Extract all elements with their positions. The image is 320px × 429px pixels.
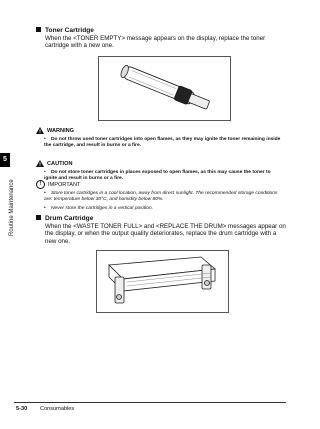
toner-cartridge-illustration — [99, 57, 230, 120]
drum-description: When the <WASTE TONER FULL> and <REPLACE THE DRUM> messages appear on the display, or when the output quality deteriorates, replace the drum cartridge with a new one. — [45, 222, 286, 245]
caution-item: • Do not store toner cartridges in places exposed to open flames, as this may cause the toner to ignite and result in burns or a fire. — [44, 170, 271, 181]
warning-item: • Do not throw used toner cartridges into open flames, as they may ignite the toner remaining inside the cartridge, and result in burns or a fire. — [44, 137, 281, 148]
important-title: IMPORTANT — [48, 181, 81, 188]
caution-triangle-icon — [36, 160, 44, 167]
drum-cartridge-figure — [96, 250, 229, 313]
important-item-2: • Never store the cartridges in a vertical position. — [44, 206, 153, 211]
square-bullet-icon — [36, 215, 41, 220]
chapter-tab: 5 — [0, 153, 10, 167]
footer-title: Consumables — [40, 406, 75, 412]
chapter-side-label-text: Routine Maintenance — [9, 179, 15, 236]
toner-section — [36, 27, 286, 50]
warning-heading — [36, 127, 74, 134]
caution-title: CAUTION — [47, 160, 73, 167]
square-bullet-icon — [36, 27, 41, 32]
drum-heading — [36, 215, 286, 223]
important-item-1-text: Store toner cartridges in a cool location, away from direct sunlight. The recommended storage conditions are: temperature below 30°C, and humidity below 80%. — [44, 191, 278, 202]
important-item-2-text: Never store the cartridges in a vertical position. — [51, 206, 153, 211]
warning-triangle-icon — [36, 127, 44, 134]
toner-cartridge-figure — [98, 56, 231, 121]
drum-heading-text: Drum Cartridge — [45, 215, 94, 222]
caution-heading — [36, 160, 72, 167]
footer-page-number: 5-30 — [16, 406, 28, 412]
drum-section — [36, 215, 286, 245]
important-item-1: • Store toner cartridges in a cool location, away from direct sunlight. The recommended storage conditions are: temperature below 30°C, and humidity below 80%. — [44, 191, 278, 202]
warning-title: WARNING — [47, 127, 75, 134]
toner-heading-text: Toner Cartridge — [45, 27, 94, 34]
important-heading — [36, 180, 80, 189]
caution-item-text: Do not store toner cartridges in places exposed to open flames, as this may cause the toner to ignite and result in burns or a fire. — [44, 170, 271, 181]
toner-description: When the <TONER EMPTY> message appears on the display, replace the toner cartridge with a new one. — [45, 34, 266, 50]
chapter-side-label — [1, 172, 15, 242]
warning-item-text: Do not throw used toner cartridges into open flames, as they may ignite the toner remaining inside the cartridge, and result in burns or a fire. — [44, 137, 281, 148]
footer-rule — [14, 402, 286, 403]
drum-cartridge-illustration — [97, 251, 228, 312]
important-icon: ! — [36, 180, 45, 189]
toner-heading — [36, 27, 286, 35]
